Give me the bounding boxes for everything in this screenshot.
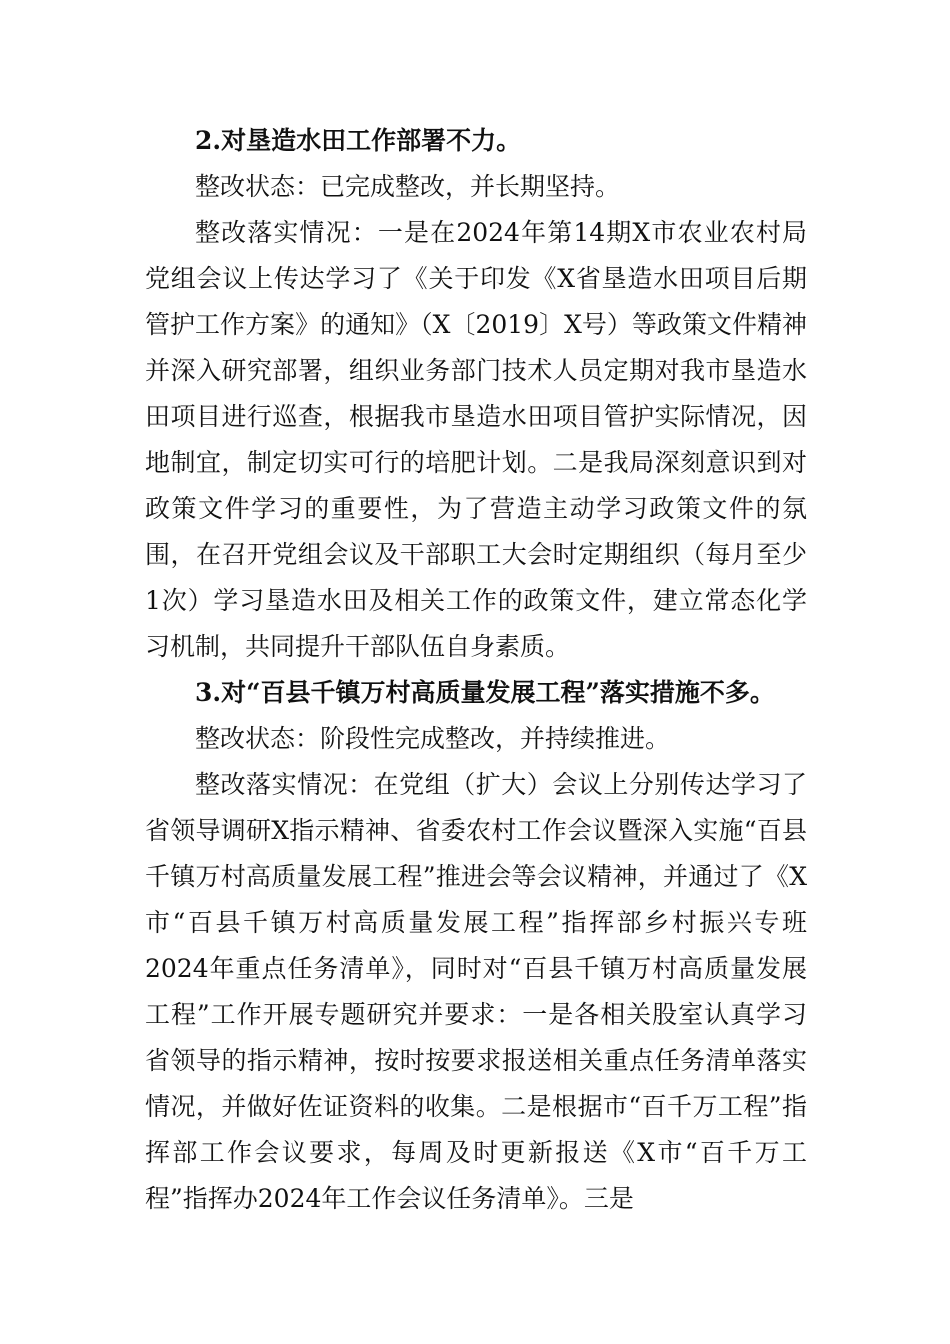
section-2-status: 整改状态：已完成整改，并长期坚持。 <box>195 172 621 201</box>
section-3-status: 整改状态：阶段性完成整改，并持续推进。 <box>195 724 671 753</box>
section-2-details: 整改落实情况：一是在2024年第14期X市农业农村局党组会议上传达学习了《关于印发《X省垦造水田项目后期管护工作方案》的通知》（X〔2019〕X号）等政策文件精神并深入研究部署，组织业务部门技术人员定期对我市垦造水田项目进行巡查，根据我市垦造水田项目管护实际情况，因地制宜，制定切实可行的培肥计划。二是我局深刻意识到对政策文件学习的重要性，为了营造主动学习政策文件的氛围，在召开党组会议及干部职工大会时定期组织（每月至少1次）学习垦造水田及相关工作的政策文件，建立常态化学习机制，共同提升干部队伍自身素质。 <box>145 218 807 661</box>
section-3-heading: 3.对“百县千镇万村高质量发展工程”落实措施不多。 <box>195 678 775 707</box>
document-body <box>145 118 807 1222</box>
section-2-heading: 2.对垦造水田工作部署不力。 <box>195 126 522 155</box>
section-3-details: 整改落实情况：在党组（扩大）会议上分别传达学习了省领导调研X指示精神、省委农村工作会议暨深入实施“百县千镇万村高质量发展工程”推进会等会议精神，并通过了《X市“百县千镇万村高质量发展工程”指挥部乡村振兴专班2024年重点任务清单》，同时对“百县千镇万村高质量发展工程”工作开展专题研究并要求：一是各相关股室认真学习省领导的指示精神，按时按要求报送相关重点任务清单落实情况，并做好佐证资料的收集。二是根据市“百千万工程”指挥部工作会议要求，每周及时更新报送《X市“百千万工程”指挥办2024年工作会议任务清单》。三是 <box>145 770 807 1213</box>
